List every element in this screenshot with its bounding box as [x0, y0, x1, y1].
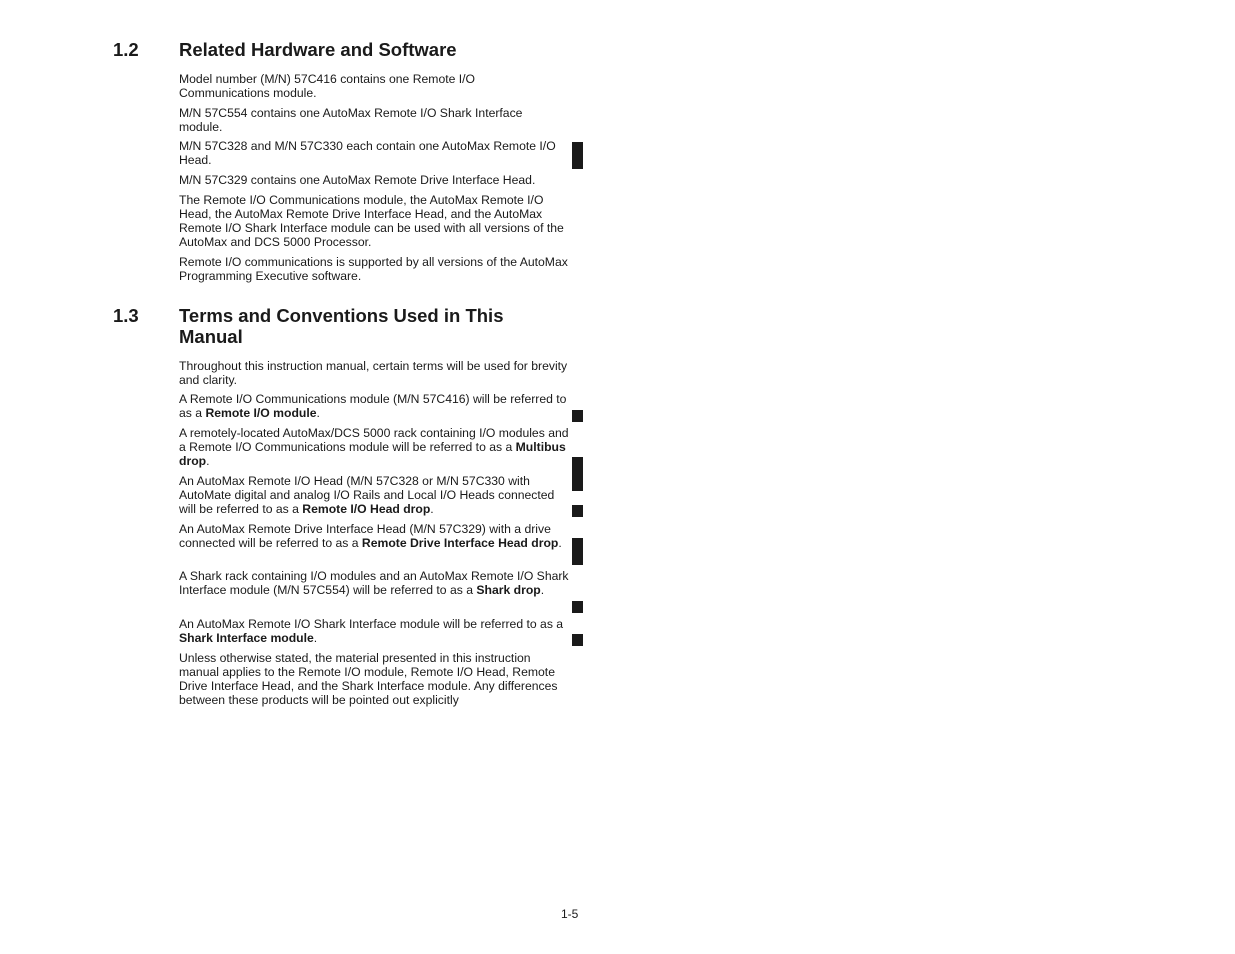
revision-bar: [572, 601, 583, 613]
paragraph-text: Remote I/O communications is supported by all versions of the AutoMax Programming Executive software.: [179, 255, 568, 283]
section-title: Terms and Conventions Used in This Manual: [179, 305, 504, 347]
paragraph-text: An AutoMax Remote I/O Shark Interface module will be referred to as a: [179, 617, 564, 631]
revision-bar: [572, 457, 583, 491]
revision-bar: [572, 142, 583, 169]
paragraph: [179, 426, 569, 468]
revision-bar: [572, 538, 583, 565]
paragraph-text: .: [540, 583, 545, 597]
section-title: Related Hardware and Software: [179, 39, 457, 60]
paragraph-text: The Remote I/O Communications module, the AutoMax Remote I/O Head, the AutoMax Remote Drive Interface Head, and the AutoMax Remote I/O Shark Interface module can be used with all versions of the AutoMax and DCS 5000 Processor.: [179, 193, 564, 249]
paragraph-text: .: [558, 536, 562, 550]
paragraph: [179, 193, 569, 249]
paragraph: [179, 617, 569, 645]
paragraph-text: .: [206, 454, 210, 468]
paragraph-text: M/N 57C554 contains one AutoMax Remote I/O Shark Interface module.: [179, 106, 523, 134]
paragraph: [179, 173, 569, 187]
revision-bar: [572, 634, 583, 646]
page-number: 1-5: [561, 907, 579, 921]
paragraph: [179, 255, 569, 283]
paragraph: [179, 474, 569, 516]
defined-term: Remote Drive Interface Head drop: [361, 536, 559, 550]
revision-bar: [572, 410, 583, 422]
paragraph: [179, 392, 569, 420]
section-number: 1.2: [113, 39, 139, 60]
paragraph: [179, 106, 569, 134]
revision-bar: [572, 505, 583, 517]
defined-term: Remote I/O Head drop: [302, 502, 431, 516]
paragraph-text: A remotely-located AutoMax/DCS 5000 rack containing I/O modules and a Remote I/O Communications module will be referred to as a: [179, 426, 569, 454]
paragraph-text: .: [313, 631, 318, 645]
paragraph: [179, 569, 569, 597]
paragraph-text: An AutoMax Remote Drive Interface Head (M/N 57C329) with a drive connected will be referred to as a: [179, 522, 551, 550]
paragraph-text: M/N 57C329 contains one AutoMax Remote Drive Interface Head.: [179, 173, 536, 187]
paragraph: [179, 72, 569, 100]
paragraph-text: M/N 57C328 and M/N 57C330 each contain one AutoMax Remote I/O Head.: [179, 139, 556, 167]
defined-term: Shark drop: [476, 583, 541, 597]
section-number: 1.3: [113, 305, 139, 326]
defined-term: Remote I/O module: [205, 406, 317, 420]
defined-term: Shark Interface module: [179, 631, 314, 645]
defined-term: Multibus drop: [179, 440, 566, 468]
paragraph-text: .: [430, 502, 434, 516]
paragraph: [179, 651, 569, 707]
paragraph: [179, 522, 569, 550]
paragraph-text: .: [316, 406, 320, 420]
paragraph: [179, 139, 569, 167]
paragraph-text: A Shark rack containing I/O modules and an AutoMax Remote I/O Shark Interface module (M/N 57C554) will be referred to as a: [179, 569, 569, 597]
paragraph-text: Unless otherwise stated, the material presented in this instruction manual applies to the Remote I/O module, Remote I/O Head, Remote Drive Interface Head, and the Shark Interface module. Any differences between these products will be pointed out explicitly: [179, 651, 558, 707]
paragraph-text: Model number (M/N) 57C416 contains one Remote I/O Communications module.: [179, 72, 476, 100]
paragraph-text: An AutoMax Remote I/O Head (M/N 57C328 or M/N 57C330 with AutoMate digital and analog I/O Rails and Local I/O Heads connected will be referred to as a: [179, 474, 555, 516]
paragraph-text: Throughout this instruction manual, certain terms will be used for brevity and clarity.: [179, 359, 568, 387]
paragraph-text: A Remote I/O Communications module (M/N 57C416) will be referred to as a: [179, 392, 567, 420]
paragraph: [179, 359, 569, 387]
